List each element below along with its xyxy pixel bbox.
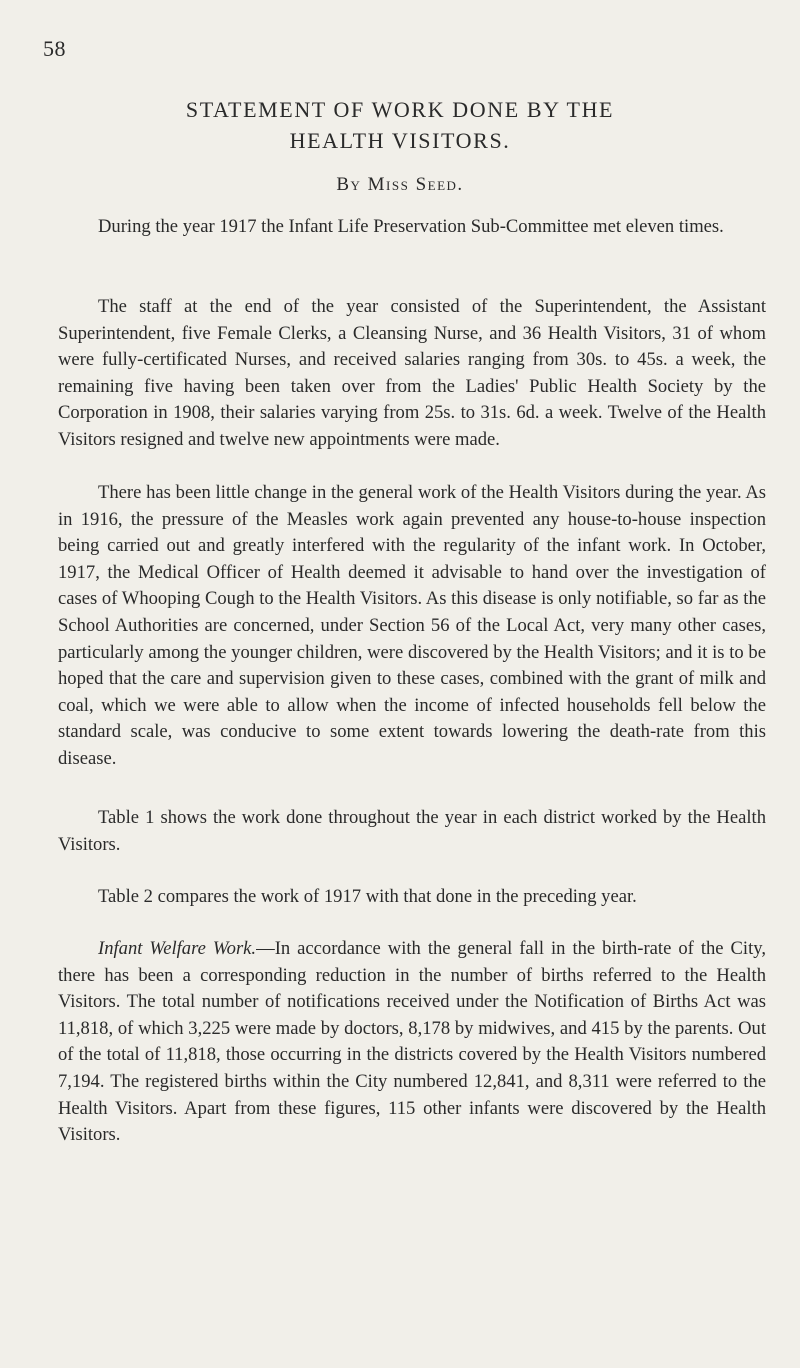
title-line-2: HEALTH VISITORS. (289, 128, 511, 153)
page-number: 58 (43, 36, 66, 61)
document-title (0, 94, 800, 156)
paragraph-general-work: There has been little change in the general work of the Health Visitors during the year. As in 1916, the pressure of the Measles work again prevented any house-to-house inspection being carried out and greatly interfered with the regularity of the infant work. In October, 1917, the Medical Officer of Health deemed it advisable to hand over the investigation of cases of Whooping Cough to the Health Visitors. As this disease is only notifiable, so far as the School Authorities are concerned, under Section 56 of the Local Act, very many other cases, particularly among the younger children, were discovered by the Health Visitors; and it is to be hoped that the care and supervision given to these cases, combined with the grant of milk and coal, which we were able to allow when the income of infected households fell below the standard scale, was conducive to some extent towards lowering the death-rate from this disease. (58, 482, 766, 769)
paragraph-table-2: Table 2 compares the work of 1917 with that done in the preceding year. (98, 886, 637, 907)
paragraph-staff: The staff at the end of the year consisted of the Superintendent, the Assistant Superintendent, five Female Clerks, a Cleansing Nurse, and 36 Health Visitors, 31 of whom were fully-certificated Nurses, and received salaries ranging from 30s. to 45s. a week, the remaining five having been taken over from the Ladies' Public Health Society by the Corporation in 1908, their salaries varying from 25s. to 31s. 6d. a week. Twelve of the Health Visitors resigned and twelve new appointments were made. (58, 296, 766, 450)
infant-welfare-text: —In accordance with the general fall in the birth-rate of the City, there has been a corresponding reduction in the number of births referred to the Health Visitors. The total number of notifications received under the Notification of Births Act was 11,818, of which 3,225 were made by doctors, 8,178 by midwives, and 415 by the parents. Out of the total of 11,818, those occurring in the districts covered by the Health Visitors numbered 7,194. The registered births within the City numbered 12,841, and 8,311 were referred to the Health Visitors. Apart from these figures, 115 other infants were discovered by the Health Visitors. (58, 938, 767, 1146)
paragraph-meetings: During the year 1917 the Infant Life Preservation Sub-Committee met eleven times. (98, 216, 724, 237)
author-byline: By Miss Seed. (336, 174, 464, 195)
paragraph-table-1: Table 1 shows the work done throughout the year in each district worked by the Health Visitors. (58, 807, 766, 855)
title-line-1: STATEMENT OF WORK DONE BY THE (185, 97, 615, 122)
paragraph-infant-welfare (58, 936, 766, 1149)
infant-welfare-heading: Infant Welfare Work. (98, 938, 257, 959)
